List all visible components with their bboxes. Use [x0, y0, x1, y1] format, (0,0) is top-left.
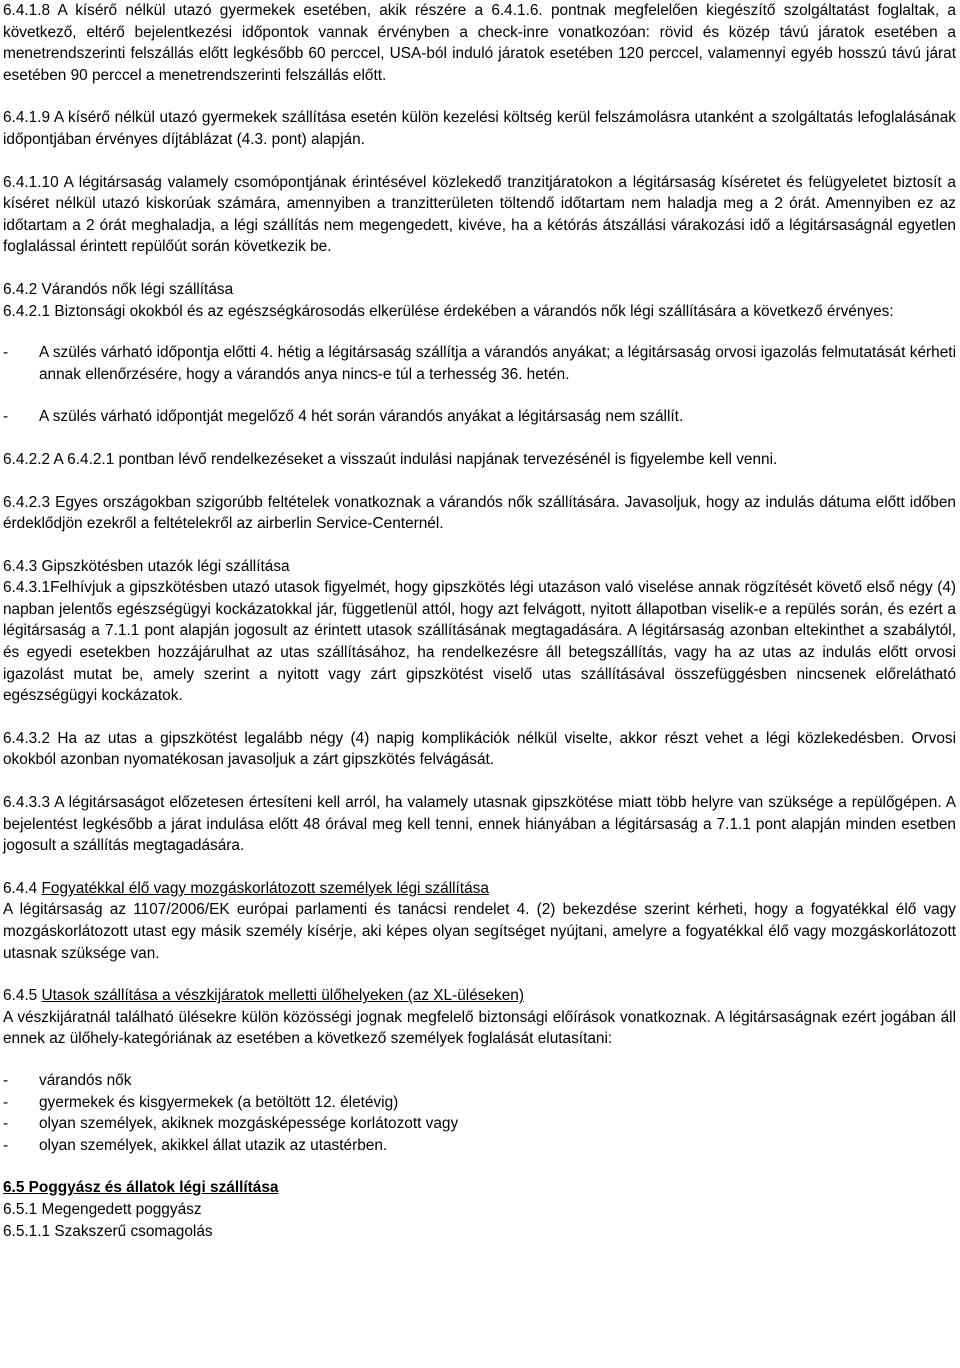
list-dash: - [3, 344, 9, 362]
heading-6-5-1-1: 6.5.1.1 Szakszerű csomagolás [3, 1222, 213, 1240]
paragraph-6-4-5: A vészkijáratnál található ülésekre külön közösségi jognak megfelelő biztonsági előírások vonatkoznak. A légitársaságnak ezért jogában áll ennek az ülőhely-kategóriának az esetében a következő személyek foglalását elutasítani: [3, 1008, 956, 1048]
list-item-text: várandós nők [39, 1071, 132, 1089]
document-page [3, 0, 956, 1242]
list-item-text: olyan személyek, akiknek mozgásképessége korlátozott vagy [39, 1115, 459, 1133]
list-dash: - [3, 1136, 9, 1154]
list-dash: - [3, 408, 9, 426]
list-dash: - [3, 1093, 9, 1111]
heading-number: 6.4.5 [3, 987, 38, 1005]
list-dash: - [3, 1071, 9, 1089]
list-item [3, 1135, 956, 1157]
paragraph-6-4-1-9: 6.4.1.9 A kísérő nélkül utazó gyermekek szállítása esetén külön kezelési költség kerül felszámolásra utanként a szolgáltatás lefoglalásának időpontjában érvényes díjtáblázat (4.3. pont) alapján. [3, 109, 956, 148]
list-item [3, 1070, 956, 1092]
list-item [3, 342, 956, 385]
paragraph-6-4-3-3: 6.4.3.3 A légitársaságot előzetesen értesíteni kell arról, ha valamely utasnak gipszkötése miatt több helyre van szüksége a repülőgépen. A bejelentést legkésőbb a járat indulása előtt 48 órával meg kell tenni, ennek hiányában a légitársaság a 7.1.1 pont alapján minden esetben jogosult a szállítás megtagadására. [3, 794, 956, 855]
paragraph-6-4-1-10: 6.4.1.10 A légitársaság valamely csomópontjának érintésével közlekedő tranzitjáratokon a légitársaság kíséretet és felügyeletet biztosít a kíséret nélkül utazó kiskorúak számára, amennyiben a tranzitterületen töltendő időtartam nem haladja meg a 2 órát. Amennyiben ez az időtartam a 2 órát meghaladja, a légi szállítás nem megengedett, kivéve, ha a kétórás átszállási várakozási idő a légitársaságnál egyetlen foglalással érintett repülőút során következik be. [3, 173, 956, 256]
paragraph-6-4-2-1: 6.4.2.1 Biztonsági okokból és az egészségkárosodás elkerülése érdekében a várandós nők légi szállítására a következő érvényes: [3, 302, 894, 320]
paragraph-6-4-4: A légitársaság az 1107/2006/EK európai parlamenti és tanácsi rendelet 4. (2) bekezdése szerint kérheti, hogy a fogyatékkal élő vagy mozgáskorlátozott utast egy másik személy kísérje, aki képes olyan segítséget nyújtani, amelyre a fogyatékkal élő vagy mozgáskorlátozott utasnak szüksége van. [3, 901, 956, 962]
exit-seat-exclusions-list [3, 1070, 956, 1156]
heading-title: Utasok szállítása a vészkijáratok melletti ülőhelyeken (az XL-üléseken) [41, 987, 524, 1005]
paragraph-6-4-1-8: 6.4.1.8 A kísérő nélkül utazó gyermekek esetében, akik részére a 6.4.1.6. pontnak megfelelően kiegészítő szolgáltatást foglaltak, a következő, eltérő bejelentkezési időpontok vannak érvényben a check-inre vonatkozóan: rövid és közép távú járatok esetében a menetrendszerinti felszállás előtt legkésőbb 60 perccel, USA-ból induló járatok esetében 120 perccel, valamennyi egyéb hosszú távú járat esetében 90 perccel a menetrendszerinti felszállás előtt. [3, 2, 956, 84]
paragraph-6-4-2-3: 6.4.2.3 Egyes országokban szigorúbb feltételek vonatkoznak a várandós nők szállítására. Javasoljuk, hogy az indulás dátuma előtt időben érdeklődjön ezekről a feltételekről az airberlin Service-Centernél. [3, 493, 956, 533]
paragraph-6-4-3-2: 6.4.3.2 Ha az utas a gipszkötést legalább négy (4) napig komplikációk nélkül viselte, akkor részt vehet a légi közlekedésben. Orvosi okokból azonban nyomatékosan javasoljuk a zárt gipszkötés felvágását. [3, 729, 956, 769]
heading-6-4-5 [3, 985, 956, 1007]
list-dash: - [3, 1115, 9, 1133]
heading-6-5-1: 6.5.1 Megengedett poggyász [3, 1200, 202, 1218]
list-item-text: A szülés várható időpontja előtti 4. hétig a légitársaság szállítja a várandós anyákat; a légitársaság orvosi igazolás felmutatását kérheti annak ellenőrzésére, hogy a várandós anya nincs-e túl a terhesség 36. hetén. [39, 344, 956, 383]
list-item-text: A szülés várható időpontját megelőző 4 hét során várandós anyákat a légitársaság nem szállít. [39, 408, 684, 426]
heading-6-4-4 [3, 878, 956, 900]
list-item [3, 1092, 956, 1114]
heading-number: 6.4.4 [3, 879, 38, 897]
paragraph-6-4-2-2: 6.4.2.2 A 6.4.2.1 pontban lévő rendelkezéseket a visszaút indulási napjának tervezésénél is figyelembe kell venni. [3, 450, 778, 468]
list-item-text: gyermekek és kisgyermekek (a betöltött 12. életévig) [39, 1093, 399, 1111]
heading-6-5: 6.5 Poggyász és állatok légi szállítása [3, 1179, 279, 1197]
heading-6-4-2: 6.4.2 Várandós nők légi szállítása [3, 280, 234, 298]
heading-title: Fogyatékkal élő vagy mozgáskorlátozott személyek légi szállítása [41, 879, 489, 897]
list-item [3, 1113, 956, 1135]
pregnancy-rules-list [3, 342, 956, 428]
paragraph-6-4-3-1: 6.4.3.1Felhívjuk a gipszkötésben utazó utasok figyelmét, hogy gipszkötés légi utazáson való viselése annak rögzítését követő első négy (4) napban jelentős egészségügyi kockázatokkal jár, függetlenül attól, hogy azt felvágott, nyitott állapotban viselik-e a repülés során, és ezért a légitársaság a 7.1.1 pont alapján jogosult az érintett utasok szállításának megtagadására. A légitársaság azonban eltekinthet a szabálytól, és egyedi esetekben hozzájárulhat az utas szállításához, ha rendelkezésre áll betegszállítás, vagy ha az utas az indulás előtt orvosi igazolást mutat be, amely szerint a nyitott vagy zárt gipszkötést viselő utas szállításával összefüggésben nincsenek előrelátható egészségügyi kockázatok. [3, 579, 956, 705]
list-item-text: olyan személyek, akikkel állat utazik az utastérben. [39, 1136, 388, 1154]
list-item [3, 406, 956, 428]
heading-6-4-3: 6.4.3 Gipszkötésben utazók légi szállítása [3, 557, 290, 575]
